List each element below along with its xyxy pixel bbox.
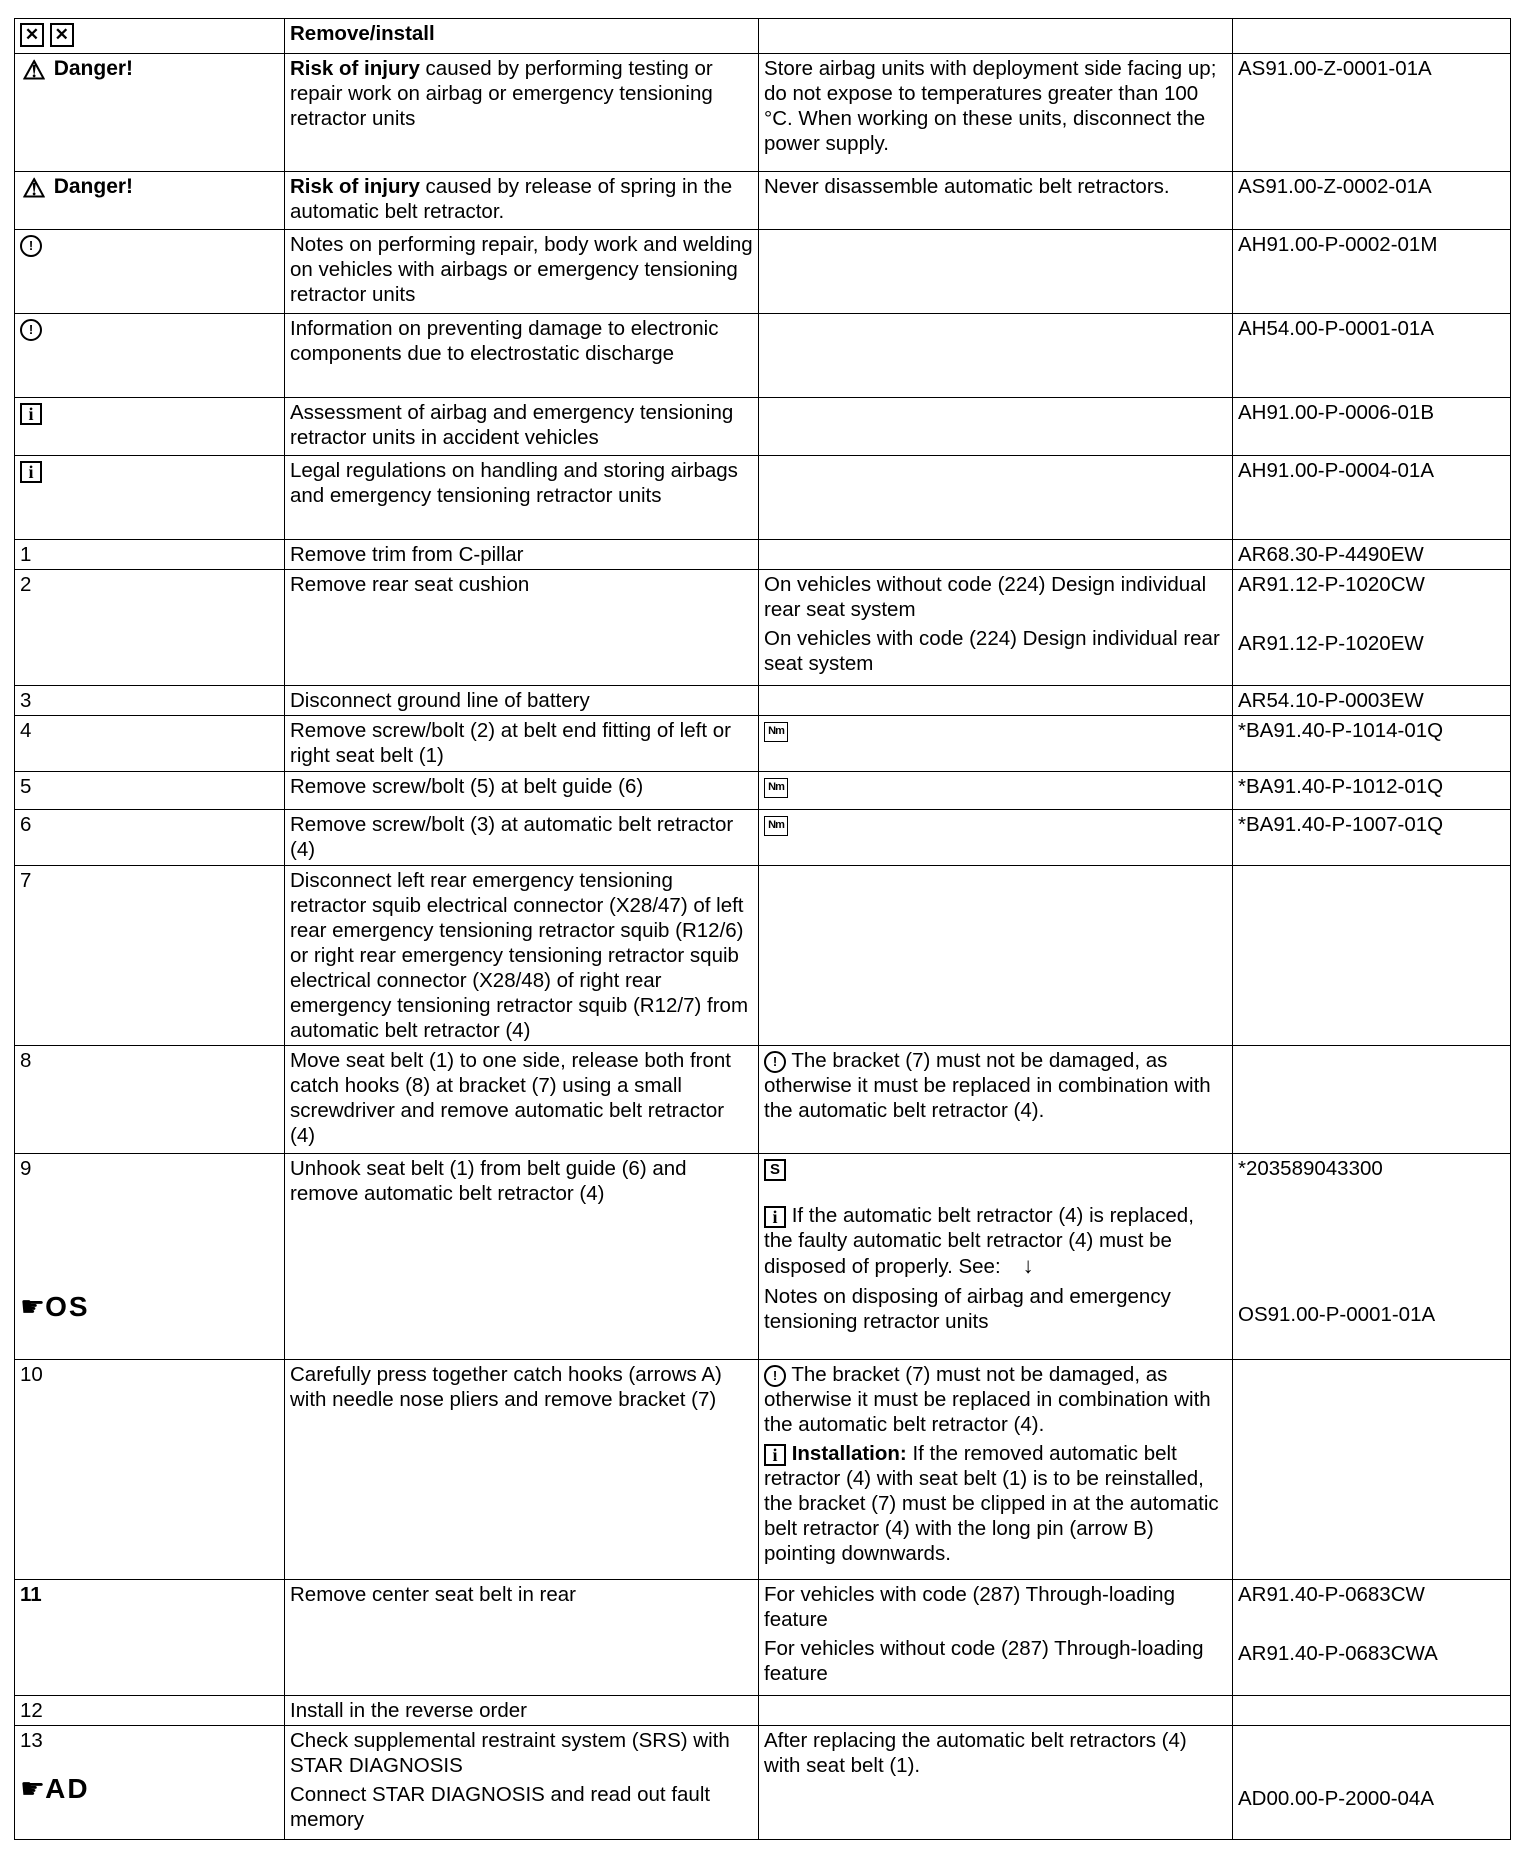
- note-text: Notes on disposing of airbag and emergency tensioning retractor units: [764, 1284, 1171, 1333]
- step-number: 3: [15, 686, 285, 716]
- torque-nm-icon: Nm: [764, 778, 788, 798]
- reference-label: OS: [45, 1291, 90, 1322]
- caution-circle-icon: !: [764, 1365, 786, 1387]
- step-number: 7: [15, 866, 285, 1046]
- step-text: Assessment of airbag and emergency tensioning retractor units in accident vehicles: [285, 398, 759, 456]
- table-row: [15, 172, 1511, 230]
- step-number: 11: [15, 1580, 285, 1696]
- arrow-down-icon: ↓: [1022, 1253, 1034, 1278]
- step-text: Unhook seat belt (1) from belt guide (6) and remove automatic belt retractor (4): [285, 1154, 759, 1360]
- doc-code: OS91.00-P-0001-01A: [1238, 1303, 1436, 1326]
- step-text: Disconnect left rear emergency tensioning retractor squib electrical connector (X28/47) of left rear emergency tensioning retractor squib (R12/6) or right rear emergency tensioning retractor squib electrical connector (X28/48) of right rear emergency tensioning retractor squib (R12/7) from automatic belt retractor (4): [285, 866, 759, 1046]
- note-text: After replacing the automatic belt retractors (4) with seat belt (1).: [759, 1726, 1233, 1840]
- note-text: Store airbag units with deployment side facing up; do not expose to temperatures greater than 100 °C. When working on these units, disconnect the power supply.: [759, 54, 1233, 172]
- step-number: 6: [15, 810, 285, 866]
- doc-code: *BA91.40-P-1012-01Q: [1233, 772, 1511, 810]
- doc-code: *BA91.40-P-1014-01Q: [1233, 716, 1511, 772]
- table-row: [15, 1154, 1511, 1360]
- step-number: 1: [15, 540, 285, 570]
- step-text: Information on preventing damage to electronic components due to electrostatic discharge: [285, 314, 759, 398]
- danger-label: Danger!: [53, 175, 134, 198]
- step-number: 12: [15, 1696, 285, 1726]
- table-row: [15, 54, 1511, 172]
- step-text: Remove rear seat cushion: [285, 570, 759, 686]
- table-row: [15, 716, 1511, 772]
- risk-text: caused by performing testing or repair work on airbag or emergency tensioning retractor units: [290, 57, 713, 130]
- doc-code: AR91.12-P-1020EW: [1238, 632, 1424, 655]
- step-text: Carefully press together catch hooks (arrows A) with needle nose pliers and remove bracket (7): [285, 1360, 759, 1580]
- warning-triangle-icon: ⚠: [22, 172, 46, 203]
- caution-circle-icon: !: [764, 1051, 786, 1073]
- doc-code: AH54.00-P-0001-01A: [1233, 314, 1511, 398]
- note-text: On vehicles with code (224) Design individual rear seat system: [764, 627, 1220, 675]
- note-text: The bracket (7) must not be damaged, as otherwise it must be replaced in combination with the automatic belt retractor (4).: [764, 1049, 1211, 1122]
- step-text: Remove screw/bolt (5) at belt guide (6): [285, 772, 759, 810]
- table-row: [15, 398, 1511, 456]
- doc-code: AH91.00-P-0004-01A: [1233, 456, 1511, 540]
- table-row: [15, 1696, 1511, 1726]
- step-text: Notes on performing repair, body work and welding on vehicles with airbags or emergency tensioning retractor units: [285, 230, 759, 314]
- note-text: For vehicles with code (287) Through-loading feature: [764, 1583, 1175, 1631]
- step-number: 2: [15, 570, 285, 686]
- doc-code: AD00.00-P-2000-04A: [1238, 1787, 1435, 1810]
- table-row: [15, 772, 1511, 810]
- info-icon: i: [20, 403, 42, 425]
- info-icon: i: [764, 1444, 786, 1466]
- info-icon: i: [764, 1206, 786, 1228]
- reference-os: [20, 1290, 90, 1324]
- table-row: [15, 1580, 1511, 1696]
- header-empty-cell: [1233, 19, 1511, 54]
- step-text: Legal regulations on handling and storing airbags and emergency tensioning retractor units: [285, 456, 759, 540]
- torque-nm-icon: Nm: [764, 722, 788, 742]
- torque-nm-icon: Nm: [764, 816, 788, 836]
- installation-label: Installation:: [791, 1442, 907, 1465]
- danger-label: Danger!: [53, 57, 134, 80]
- step-number: 5: [15, 772, 285, 810]
- reference-label: AD: [45, 1773, 90, 1804]
- caution-circle-icon: !: [20, 319, 42, 341]
- doc-code: AS91.00-Z-0001-01A: [1233, 54, 1511, 172]
- note-text: If the removed automatic belt retractor (4) with seat belt (1) is to be reinstalled, the bracket (7) must be clipped in at the automatic belt retractor (4) with the long pin (arrow B) pointing downwards.: [764, 1442, 1219, 1565]
- table-row: [15, 540, 1511, 570]
- doc-code: AR68.30-P-4490EW: [1233, 540, 1511, 570]
- risk-text: caused by release of spring in the automatic belt retractor.: [290, 175, 733, 223]
- table-row: [15, 810, 1511, 866]
- table-row: [15, 1360, 1511, 1580]
- step-text: Move seat belt (1) to one side, release both front catch hooks (8) at bracket (7) using a small screwdriver and remove automatic belt retractor (4): [285, 1046, 759, 1154]
- table-row: [15, 1046, 1511, 1154]
- doc-code: AH91.00-P-0002-01M: [1233, 230, 1511, 314]
- step-number: 13: [20, 1729, 43, 1752]
- step-text: Install in the reverse order: [285, 1696, 759, 1726]
- note-text: If the automatic belt retractor (4) is replaced, the faulty automatic belt retractor (4) must be disposed of properly. See:: [764, 1204, 1194, 1278]
- table-row: [15, 314, 1511, 398]
- step-number: 9: [20, 1157, 32, 1180]
- reference-ad: [20, 1772, 90, 1806]
- step-text: Check supplemental restraint system (SRS) with STAR DIAGNOSIS: [290, 1729, 730, 1777]
- special-tool-icon: S: [764, 1159, 786, 1181]
- doc-code: *BA91.40-P-1007-01Q: [1233, 810, 1511, 866]
- header-icons-cell: [15, 19, 285, 54]
- tool-code: *203589043300: [1238, 1157, 1383, 1180]
- step-text: Connect STAR DIAGNOSIS and read out fault memory: [290, 1783, 711, 1831]
- step-number: 10: [15, 1360, 285, 1580]
- remove-icon: ✕: [20, 23, 44, 47]
- caution-circle-icon: !: [20, 235, 42, 257]
- install-icon: ✕: [50, 23, 74, 47]
- doc-code: AR91.12-P-1020CW: [1238, 573, 1425, 596]
- doc-code: AR54.10-P-0003EW: [1233, 686, 1511, 716]
- step-text: Disconnect ground line of battery: [285, 686, 759, 716]
- step-text: Remove screw/bolt (3) at automatic belt retractor (4): [285, 810, 759, 866]
- procedure-table: [14, 18, 1511, 1840]
- pointing-hand-icon: ☛: [20, 1773, 46, 1804]
- table-row: [15, 570, 1511, 686]
- table-header-row: [15, 19, 1511, 54]
- table-row: [15, 866, 1511, 1046]
- note-text: For vehicles without code (287) Through-loading feature: [764, 1637, 1204, 1685]
- step-number: 8: [15, 1046, 285, 1154]
- note-text: Never disassemble automatic belt retractors.: [759, 172, 1233, 230]
- doc-code: AH91.00-P-0006-01B: [1233, 398, 1511, 456]
- doc-code: AS91.00-Z-0002-01A: [1233, 172, 1511, 230]
- step-text: Remove center seat belt in rear: [285, 1580, 759, 1696]
- risk-label: Risk of injury: [290, 175, 420, 198]
- warning-triangle-icon: ⚠: [22, 54, 46, 85]
- table-row: [15, 1726, 1511, 1840]
- info-icon: i: [20, 461, 42, 483]
- table-row: [15, 456, 1511, 540]
- note-text: The bracket (7) must not be damaged, as otherwise it must be replaced in combination with the automatic belt retractor (4).: [764, 1363, 1211, 1436]
- step-text: Remove trim from C-pillar: [285, 540, 759, 570]
- step-number: 4: [15, 716, 285, 772]
- table-row: [15, 686, 1511, 716]
- doc-code: AR91.40-P-0683CWA: [1238, 1642, 1438, 1665]
- doc-code: AR91.40-P-0683CW: [1238, 1583, 1425, 1606]
- note-text: On vehicles without code (224) Design individual rear seat system: [764, 573, 1207, 621]
- pointing-hand-icon: ☛: [20, 1291, 46, 1322]
- header-title: Remove/install: [285, 19, 759, 54]
- table-row: [15, 230, 1511, 314]
- risk-label: Risk of injury: [290, 57, 420, 80]
- header-empty-cell: [759, 19, 1233, 54]
- step-text: Remove screw/bolt (2) at belt end fitting of left or right seat belt (1): [285, 716, 759, 772]
